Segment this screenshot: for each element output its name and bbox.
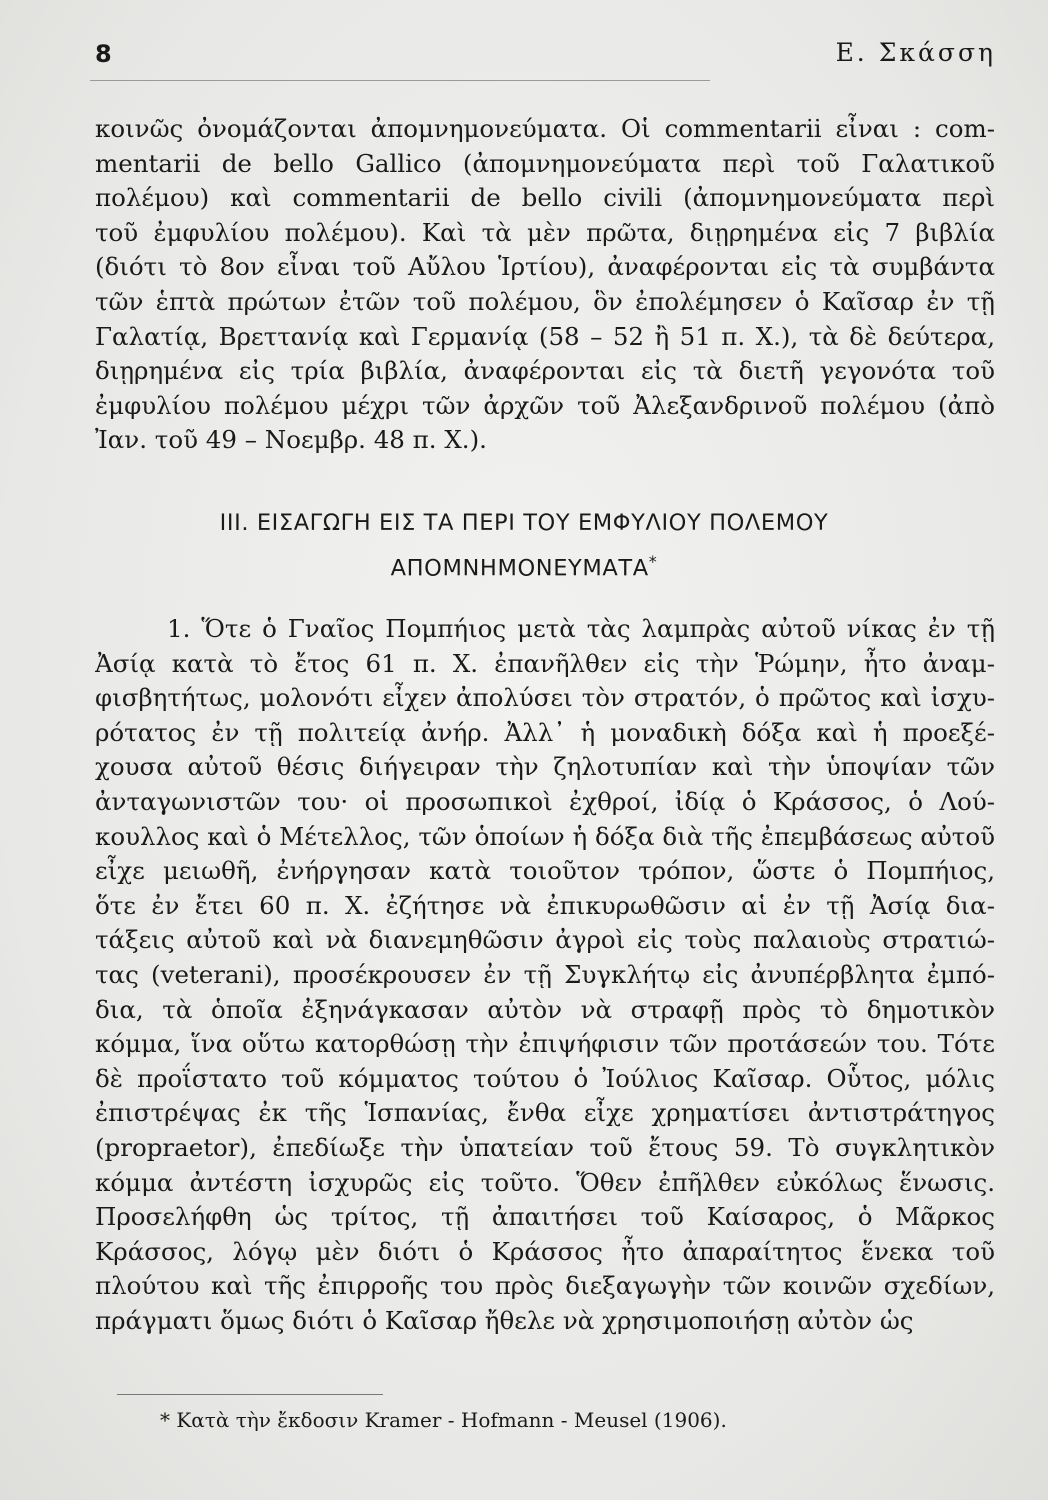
text-line: Κράσσος, λόγῳ μὲν διότι ὁ Κράσσος ἦτο ἀπαραίτητος ἕνεκα τοῦ bbox=[95, 1236, 995, 1266]
text-line: κόμμα ἀντέστη ἰσχυρῶς εἰς τοῦτο. Ὅθεν ἐπῆλθεν εὐκόλως ἕνωσις. bbox=[95, 1167, 995, 1197]
text-line: 1. Ὅτε ὁ Γναῖος Πομπήιος μετὰ τὰς λαμπρὰς αὐτοῦ νίκας ἐν τῇ bbox=[167, 614, 995, 643]
text-line: ὅτε ἐν ἔτει 60 π. Χ. ἐζήτησε νὰ ἐπικυρωθῶσιν αἱ ἐν τῇ Ἀσίᾳ δια- bbox=[95, 890, 995, 920]
text-line: mentarii de bello Gallico (ἀπομνημονεύματα περὶ τοῦ Γαλατικοῦ bbox=[95, 148, 995, 178]
section-heading-text: ΑΠΟΜΝΗΜΟΝΕΥΜΑΤΑ bbox=[390, 555, 649, 582]
text-line: (propraetor), ἐπεδίωξε τὴν ὑπατείαν τοῦ ἔτους 59. Τὸ συγκλητικὸν bbox=[95, 1132, 995, 1162]
text-line: δὲ προΐστατο τοῦ κόμματος τούτου ὁ Ἰούλιος Καῖσαρ. Οὗτος, μόλις bbox=[95, 1063, 995, 1093]
text-line: τάξεις αὐτοῦ καὶ νὰ διανεμηθῶσιν ἀγροὶ εἰς τοὺς παλαιοὺς στρατιώ- bbox=[95, 925, 995, 955]
text-line: τας (veterani), προσέκρουσεν ἐν τῇ Συγκλήτῳ εἰς ἀνυπέρβλητα ἐμπό- bbox=[95, 959, 995, 989]
text-line: ἐμφυλίου πολέμου μέχρι τῶν ἀρχῶν τοῦ Ἀλεξανδρινοῦ πολέμου (ἀπὸ bbox=[95, 390, 995, 420]
text-line: Προσελήφθη ὡς τρίτος, τῇ ἀπαιτήσει τοῦ Καίσαρος, ὁ Μᾶρκος bbox=[95, 1202, 995, 1232]
running-head: Ε. Σκάσση bbox=[835, 38, 996, 67]
text-line: διῃρημένα εἰς τρία βιβλία, ἀναφέρονται εἰς τὰ διετῆ γεγονότα τοῦ bbox=[95, 356, 995, 386]
section-heading-line2 bbox=[0, 552, 1048, 582]
section-heading-line1: III. ΕΙΣΑΓΩΓΗ ΕΙΣ ΤΑ ΠΕΡΙ ΤΟΥ ΕΜΦΥΛΙΟΥ ΠΟΛΕΜΟΥ bbox=[219, 510, 829, 536]
text-line: ἀνταγωνιστῶν του· οἱ προσωπικοὶ ἐχθροί, ἰδίᾳ ὁ Κράσσος, ὁ Λού- bbox=[95, 786, 995, 816]
page-number: 8 bbox=[95, 40, 112, 68]
text-line: Γαλατίᾳ, Βρεττανίᾳ καὶ Γερμανίᾳ (58 – 52 ἢ 51 π. Χ.), τὰ δὲ δεύτερα, bbox=[95, 321, 995, 351]
text-line: τῶν ἑπτὰ πρώτων ἐτῶν τοῦ πολέμου, ὃν ἐπολέμησεν ὁ Καῖσαρ ἐν τῇ bbox=[95, 286, 995, 316]
text-line: φισβητήτως, μολονότι εἶχεν ἀπολύσει τὸν στρατόν, ὁ πρῶτος καὶ ἰσχυ- bbox=[95, 683, 995, 713]
footnote: * Κατὰ τὴν ἔκδοσιν Kramer - Hofmann - Meusel (1906). bbox=[160, 1408, 727, 1432]
text-line: κοινῶς ὀνομάζονται ἀπομνημονεύματα. Οἱ commentarii εἶναι : com- bbox=[95, 114, 995, 143]
footnote-rule bbox=[117, 1394, 383, 1395]
text-line: πράγματι ὅμως διότι ὁ Καῖσαρ ἤθελε νὰ χρησιμοποιήσῃ αὐτὸν ὡς bbox=[95, 1305, 914, 1335]
header-rule bbox=[90, 80, 710, 81]
text-line: ρότατος ἐν τῇ πολιτείᾳ ἀνήρ. Ἀλλ᾽ ἡ μοναδικὴ δόξα καὶ ἡ προεξέ- bbox=[95, 717, 995, 747]
paragraph-main bbox=[95, 612, 995, 1338]
text-line: Ἀσίᾳ κατὰ τὸ ἔτος 61 π. Χ. ἐπανῆλθεν εἰς τὴν Ῥώμην, ἦτο ἀναμ- bbox=[95, 648, 995, 678]
text-line: δια, τὰ ὁποῖα ἐξηνάγκασαν αὐτὸν νὰ στραφῇ πρὸς τὸ δημοτικὸν bbox=[95, 994, 995, 1024]
text-line: χουσα αὐτοῦ θέσις διήγειραν τὴν ζηλοτυπίαν καὶ τὴν ὑποψίαν τῶν bbox=[95, 752, 995, 782]
text-line: πλούτου καὶ τῆς ἐπιρροῆς του πρὸς διεξαγωγὴν τῶν κοινῶν σχεδίων, bbox=[95, 1271, 995, 1301]
text-line: κόμμα, ἵνα οὕτω κατορθώσῃ τὴν ἐπιψήφισιν τῶν προτάσεών του. Τότε bbox=[95, 1029, 995, 1059]
text-line: τοῦ ἐμφυλίου πολέμου). Καὶ τὰ μὲν πρῶτα, διῃρημένα εἰς 7 βιβλία bbox=[95, 217, 995, 247]
text-line: κουλλος καὶ ὁ Μέτελλος, τῶν ὁποίων ἡ δόξα διὰ τῆς ἐπεμβάσεως αὐτοῦ bbox=[95, 821, 995, 851]
text-line: ἐπιστρέψας ἐκ τῆς Ἱσπανίας, ἔνθα εἶχε χρηματίσει ἀντιστράτηγος bbox=[95, 1098, 995, 1128]
footnote-marker: * bbox=[648, 552, 658, 571]
text-line: Ἰαν. τοῦ 49 – Νοεμβρ. 48 π. Χ.). bbox=[95, 425, 487, 455]
text-line: εἶχε μειωθῆ, ἐνήργησαν κατὰ τοιοῦτον τρόπον, ὥστε ὁ Πομπήιος, bbox=[95, 856, 995, 886]
text-line: πολέμου) καὶ commentarii de bello civili (ἀπομνημονεύματα περὶ bbox=[95, 183, 995, 213]
text-line: (διότι τὸ 8ον εἶναι τοῦ Αὔλου Ἱρτίου), ἀναφέρονται εἰς τὰ συμβάντα bbox=[95, 252, 995, 282]
paragraph-intro bbox=[95, 112, 995, 458]
